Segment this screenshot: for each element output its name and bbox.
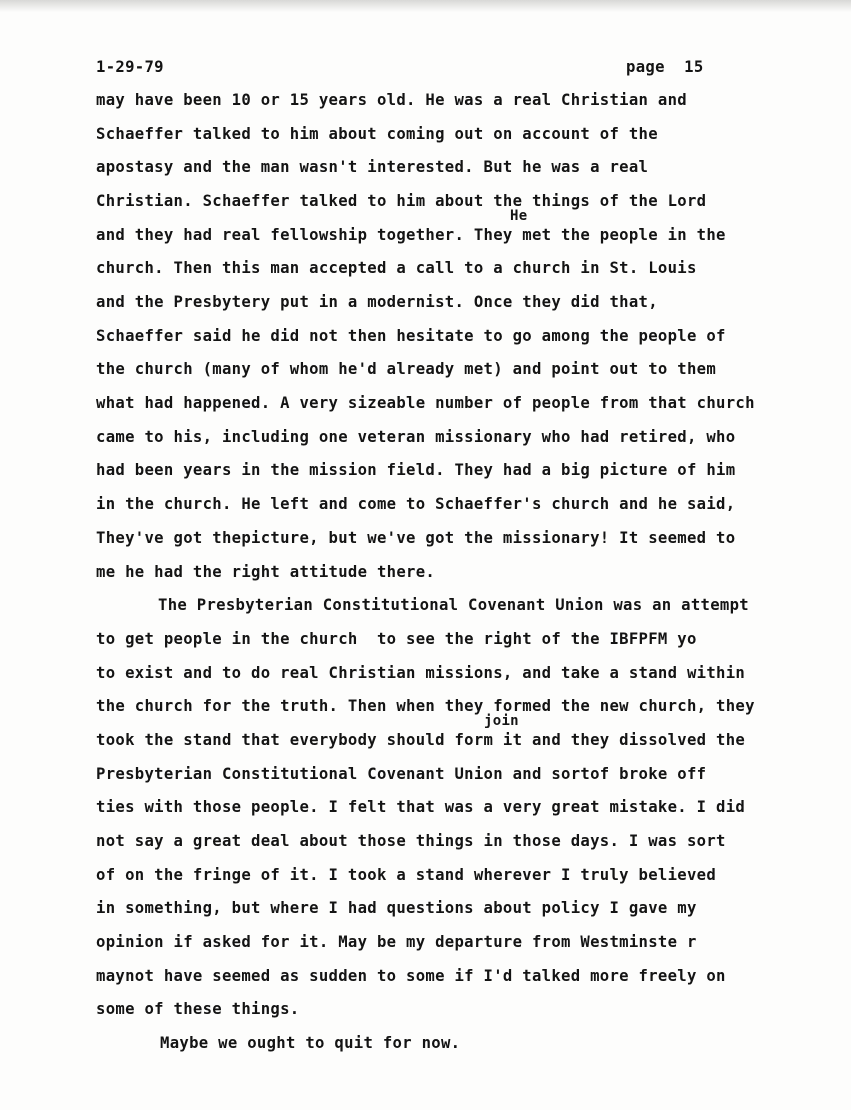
text-line: in something, but where I had questions about policy I gave my bbox=[96, 899, 697, 917]
text-line: to get people in the church to see the right of the IBFPFM yo bbox=[96, 630, 697, 648]
text-line: ties with those people. I felt that was a very great mistake. I did bbox=[96, 798, 746, 816]
text-line: They've got thepicture, but we've got the missionary! It seemed to bbox=[96, 529, 736, 547]
text-line: the church (many of whom he'd already met) and point out to them bbox=[96, 360, 717, 378]
text-line: me he had the right attitude there. bbox=[96, 563, 436, 581]
header-date: 1-29-79 bbox=[96, 58, 164, 76]
text-line: what had happened. A very sizeable number of people from that church bbox=[96, 394, 755, 412]
text-line: church. Then this man accepted a call to a church in St. Louis bbox=[96, 259, 697, 277]
handwritten-insertion-join: join bbox=[484, 713, 519, 729]
handwritten-insertion-he: He bbox=[510, 208, 528, 224]
text-line: Christian. Schaeffer talked to him about the things of the Lord bbox=[96, 192, 707, 210]
text-line: and they had real fellowship together. They met the people in the bbox=[96, 226, 726, 244]
closing-line: Maybe we ought to quit for now. bbox=[160, 1034, 461, 1052]
text-line: of on the fringe of it. I took a stand wherever I truly believed bbox=[96, 866, 717, 884]
text-line: took the stand that everybody should form it and they dissolved the bbox=[96, 731, 746, 749]
text-line: The Presbyterian Constitutional Covenant Union was an attempt bbox=[158, 596, 749, 614]
scan-edge-shadow bbox=[0, 0, 851, 12]
text-line: Presbyterian Constitutional Covenant Union and sortof broke off bbox=[96, 765, 707, 783]
text-line: Schaeffer said he did not then hesitate to go among the people of bbox=[96, 327, 726, 345]
text-line: may have been 10 or 15 years old. He was a real Christian and bbox=[96, 91, 687, 109]
text-line: came to his, including one veteran missionary who had retired, who bbox=[96, 428, 736, 446]
text-line: opinion if asked for it. May be my departure from Westminste r bbox=[96, 933, 697, 951]
text-line: Schaeffer talked to him about coming out on account of the bbox=[96, 125, 658, 143]
text-line: in the church. He left and come to Schaeffer's church and he said, bbox=[96, 495, 736, 513]
text-line: not say a great deal about those things in those days. I was sort bbox=[96, 832, 726, 850]
text-line: had been years in the mission field. They had a big picture of him bbox=[96, 461, 736, 479]
header-page-number: page 15 bbox=[626, 58, 704, 76]
text-line: to exist and to do real Christian missions, and take a stand within bbox=[96, 664, 746, 682]
text-line: and the Presbytery put in a modernist. Once they did that, bbox=[96, 293, 658, 311]
text-line: some of these things. bbox=[96, 1000, 300, 1018]
text-line: the church for the truth. Then when they formed the new church, they bbox=[96, 697, 755, 715]
text-line: maynot have seemed as sudden to some if I'd talked more freely on bbox=[96, 967, 726, 985]
text-line: apostasy and the man wasn't interested. But he was a real bbox=[96, 158, 649, 176]
